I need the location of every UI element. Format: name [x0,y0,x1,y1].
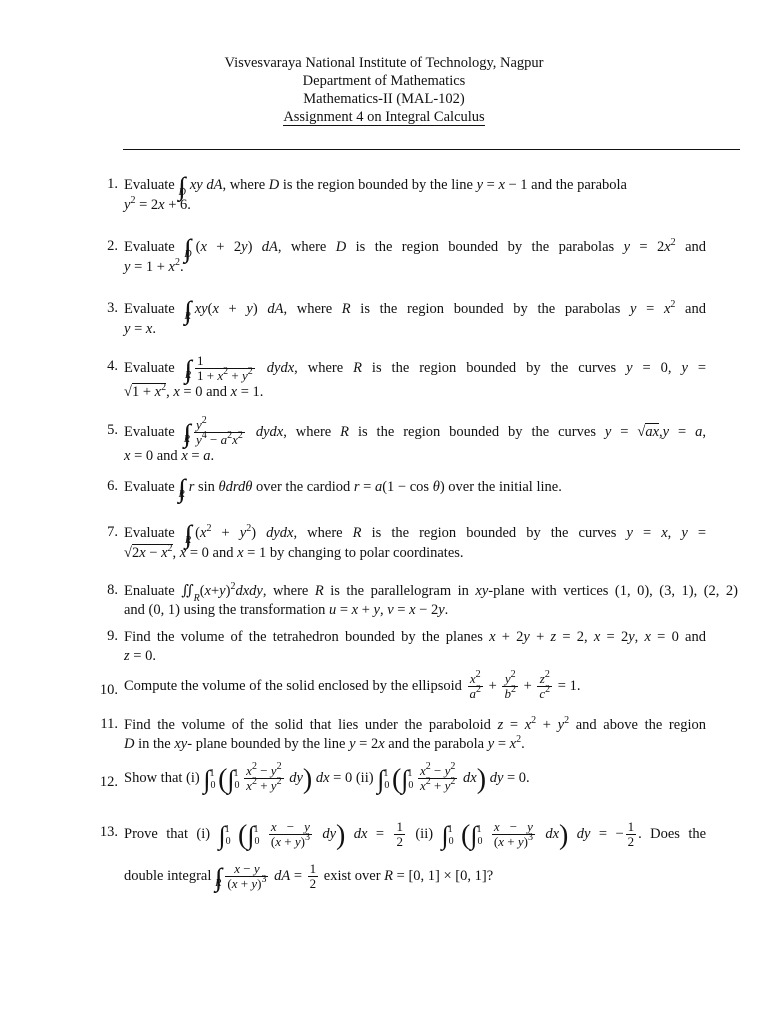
problem-text: Evaluate $\int\int_R$ $\frac{1}{1 + x^2 + y^2}$ dydx, where R is the region bounded by the curves y = 0, y = $√1 + x^2$, x = 0 and x = 1. [124,353,707,400]
problem-number: 4. [107,358,118,374]
problem-text: Prove that (i) $\int_0^1$ ($\int_0^1$ $\frac{x - y}{(x + y)^3}$ dy) dx = $\frac{1}{2}$ (ii) $\int_0^1$ ($\int_0^1$ $\frac{x - y}{(x + y)^3}$ dx) dy = − $\frac{1}{2}$ . Does the double integral $\int\int_R$ $\frac{x - y}{(x + y)^3}$ dA = $\frac{1}{2}$ exist over R = [0, 1] × [0, 1]? [124,819,707,892]
problem-number: 12. [99,774,118,790]
problem-text: Compute the volume of the solid enclosed by the ellipsoid $\frac{x^2}{a^2}$ + $\frac{y^2}{b^2}$ + $\frac{z^2}{c^2}$ = 1. [124,669,581,701]
assignment-title: Assignment 4 on Integral Calculus [283,109,485,125]
problem-text: Evaluate $\int\int_D$ xy dA, where D is the region bounded by the line y = x − 1 and the parabola $y^2 = 2x + 6$. [124,172,627,213]
problem-number: 3. [107,300,118,316]
department-name: Department of Mathematics [302,73,466,89]
problem-text: Evaluate $\int\int_R$ $\frac{y^2}{y^4 - a^2x^2}$ dydx, where R is the region bounded by the curves y = √ax,y = a, x = 0 and x = a. [124,415,706,464]
problem-number: 8. [107,582,118,598]
course-title: Mathematics-II (MAL-102) [303,91,465,107]
problem-text: Evaluate $\int\int_R$ $(x^2 + y^2)$ dydx, where R is the region bounded by the curves y = x, y = $√2x - x^2$, x = 0 and x = 1 by changing to polar coordinates. [124,520,707,561]
problem-text: Show that (i) $\int_0^1$ ($\int_0^1$ $\frac{x^2 - y^2}{x^2 + y^2}$ dy) dx = 0 (ii) $\int_0^1$ ($\int_0^1$ $\frac{x^2 - y^2}{x^2 + y^2}$ dx) dy = 0. [124,761,530,795]
institute-name: Visvesvaraya National Institute of Technology, Nagpur [224,55,544,71]
problem-text: Evaluate $\int\int_R$ r sin θdrdθ over the cardiod r = a(1 − cos θ) over the initial line. [124,474,562,503]
problem-number: 11. [100,716,118,732]
problem-text: Evaluate $\int\int_D$ (x + 2y) dA, where D is the region bounded by the parabolas $y = 2x^2$ and $y = 1 + x^2$. [124,234,707,275]
document-header [0,54,768,126]
problem-number: 6. [107,478,118,494]
problem-text: Enaluate $∬_R(x+y)^2dxdy$, where R is the parallelogram in xy-plane with vertices (1, 0), (3, 1), (2, 2) and (0, 1) using the transformation u = x + y, v = x − 2y. [124,581,738,618]
problem-text: Evaluate $\int\int_R$ xy(x + y) dA, where R is the region bounded by the parabolas $y = x^2$ and y = x. [124,296,706,337]
problem-number: 13. [99,824,118,840]
problem-number: 2. [107,238,118,254]
problem-number: 7. [107,524,118,540]
problem-number: 5. [107,422,118,438]
header-divider [123,149,740,150]
problem-number: 9. [107,628,118,644]
problem-number: 1. [107,176,118,192]
problem-text: Find the volume of the tetrahedron bounded by the planes x + 2y + z = 2, x = 2y, x = 0 and z = 0. [124,629,706,664]
problem-number: 10. [99,682,118,698]
problem-text: Find the volume of the solid that lies under the paraboloid $z = x^2 + y^2$ and above the region D in the xy- plane bounded by the line y = 2x and the parabola $y = x^2$. [124,715,706,752]
